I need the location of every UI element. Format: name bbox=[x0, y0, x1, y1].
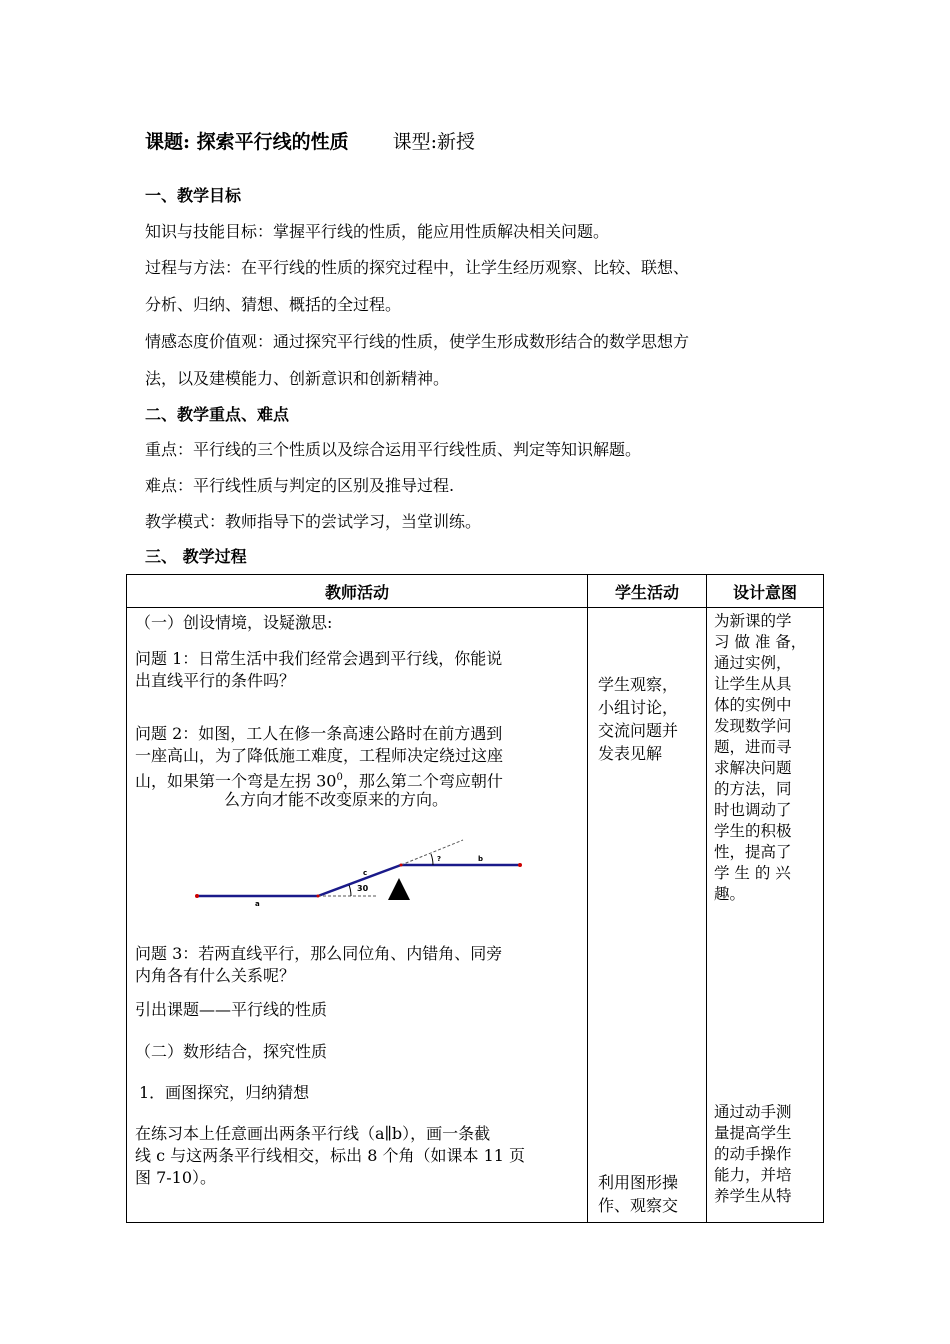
label-c: c bbox=[363, 869, 368, 877]
teaching-mode: 教学模式：教师指导下的尝试学习，当堂训练。 bbox=[145, 512, 482, 531]
intent-line-10: 时也调动了 bbox=[714, 801, 792, 819]
endpoint-right bbox=[518, 863, 522, 867]
drawing-task-line-3: 图 7-10）。 bbox=[135, 1168, 217, 1187]
intent-line-3: 通过实例， bbox=[714, 654, 792, 672]
intent-line-16: 量提高学生 bbox=[714, 1124, 792, 1142]
question-3-line-2: 内角各有什么关系呢？ bbox=[135, 966, 296, 985]
part-2-heading: （二）数形结合，探究性质 bbox=[135, 1042, 328, 1061]
page-title bbox=[145, 127, 475, 154]
lead-in-topic: 引出课题——平行线的性质 bbox=[135, 1000, 328, 1019]
intent-line-13: 学 生 的 兴 bbox=[714, 864, 791, 882]
question-1-line-1: 问题 1：日常生活中我们经常会遇到平行线，你能说 bbox=[135, 649, 503, 668]
student-line-1: 学生观察， bbox=[598, 675, 679, 694]
road-bend-figure bbox=[187, 830, 527, 920]
question-2-line-1: 问题 2：如图，工人在修一条高速公路时在前方遇到 bbox=[135, 724, 503, 743]
intent-line-11: 学生的积极 bbox=[714, 822, 792, 840]
dashed-extension-c bbox=[401, 840, 463, 865]
teacher-cell bbox=[127, 608, 588, 1223]
intent-line-12: 性，提高了 bbox=[714, 843, 792, 861]
intent-line-9: 的方法，同 bbox=[714, 780, 792, 798]
student-cell bbox=[588, 608, 707, 1223]
drawing-task-line-2: 线 c 与这两条平行线相交，标出 8 个角（如课本 11 页 bbox=[135, 1146, 526, 1165]
label-question: ? bbox=[437, 855, 442, 863]
question-2-line-3 bbox=[135, 767, 503, 791]
objective-attitude-2: 法，以及建模能力、创新意识和创新精神。 bbox=[145, 369, 450, 388]
student-line-4: 发表见解 bbox=[598, 744, 663, 763]
student-line-5: 利用图形操 bbox=[598, 1173, 679, 1192]
question-2-line-4: 么方向才能不改变原来的方向。 bbox=[224, 790, 449, 809]
table-header-row bbox=[127, 575, 824, 608]
intent-line-2: 习 做 准 备， bbox=[714, 633, 807, 651]
intent-line-1: 为新课的学 bbox=[714, 612, 792, 630]
question-2-line-3a: 山，如果第一个弯是左拐 30 bbox=[135, 771, 337, 791]
bend-point-1 bbox=[317, 895, 320, 898]
objective-knowledge: 知识与技能目标：掌握平行线的性质，能应用性质解决相关问题。 bbox=[145, 222, 610, 241]
part-1-heading: （一）创设情境，设疑激思: bbox=[135, 613, 333, 632]
mountain-icon bbox=[388, 878, 410, 900]
teaching-process-table bbox=[126, 574, 824, 1223]
label-b: b bbox=[478, 855, 484, 863]
intent-line-6: 发现数学问 bbox=[714, 717, 792, 735]
degree-superscript: 0 bbox=[336, 772, 343, 783]
endpoint-left bbox=[195, 894, 199, 898]
objective-attitude-1: 情感态度价值观：通过探究平行线的性质，使学生形成数形结合的数学思想方 bbox=[145, 332, 690, 351]
question-2-line-2: 一座高山，为了降低施工难度，工程师决定绕过这座 bbox=[135, 746, 504, 765]
intent-line-5: 体的实例中 bbox=[714, 696, 792, 714]
header-intent: 设计意图 bbox=[707, 575, 824, 608]
intent-cell bbox=[707, 608, 824, 1223]
section-heading-objectives: 一、教学目标 bbox=[145, 186, 242, 205]
student-line-6: 作、观察交 bbox=[598, 1196, 679, 1215]
objective-process-1: 过程与方法：在平行线的性质的探究过程中，让学生经历观察、比较、联想、 bbox=[145, 258, 690, 277]
section-heading-process: 三、 教学过程 bbox=[145, 547, 247, 566]
bend-point-2 bbox=[400, 864, 403, 867]
intent-line-4: 让学生从具 bbox=[714, 675, 792, 693]
table-row bbox=[127, 608, 824, 1223]
lesson-title: 课题: 探索平行线的性质 bbox=[145, 131, 349, 153]
question-2-line-3b: ，那么第二个弯应朝什 bbox=[342, 771, 503, 791]
objective-process-2: 分析、归纳、猜想、概括的全过程。 bbox=[145, 295, 402, 314]
intent-line-7: 题，进而寻 bbox=[714, 738, 792, 756]
student-line-2: 小组讨论， bbox=[598, 698, 679, 717]
intent-line-17: 的动手操作 bbox=[714, 1145, 792, 1163]
drawing-task-line-1: 在练习本上任意画出两条平行线（a∥b），画一条截 bbox=[135, 1124, 491, 1143]
label-a: a bbox=[255, 900, 260, 908]
keypoint-difficulty: 难点：平行线性质与判定的区别及推导过程. bbox=[145, 476, 455, 495]
keypoint-focus: 重点：平行线的三个性质以及综合运用平行线性质、判定等知识解题。 bbox=[145, 440, 642, 459]
intent-line-15: 通过动手测 bbox=[714, 1103, 792, 1121]
intent-line-18: 能力，并培 bbox=[714, 1166, 792, 1184]
question-3-line-1: 问题 3：若两直线平行，那么同位角、内错角、同旁 bbox=[135, 944, 503, 963]
question-1-line-2: 出直线平行的条件吗？ bbox=[135, 671, 296, 690]
label-30: 30 bbox=[357, 884, 369, 893]
intent-line-8: 求解决问题 bbox=[714, 759, 792, 777]
header-student: 学生活动 bbox=[588, 575, 707, 608]
intent-line-14: 趣。 bbox=[714, 885, 746, 903]
angle-arc-30 bbox=[349, 885, 351, 896]
lesson-type: 课型:新授 bbox=[392, 131, 476, 153]
section-heading-keypoints: 二、教学重点、难点 bbox=[145, 405, 290, 424]
student-line-3: 交流问题并 bbox=[598, 721, 679, 740]
angle-arc-unknown bbox=[431, 854, 433, 865]
intent-line-19: 养学生从特 bbox=[714, 1187, 792, 1205]
step-1-heading: 1．画图探究，归纳猜想 bbox=[139, 1083, 310, 1102]
header-teacher: 教师活动 bbox=[127, 575, 588, 608]
